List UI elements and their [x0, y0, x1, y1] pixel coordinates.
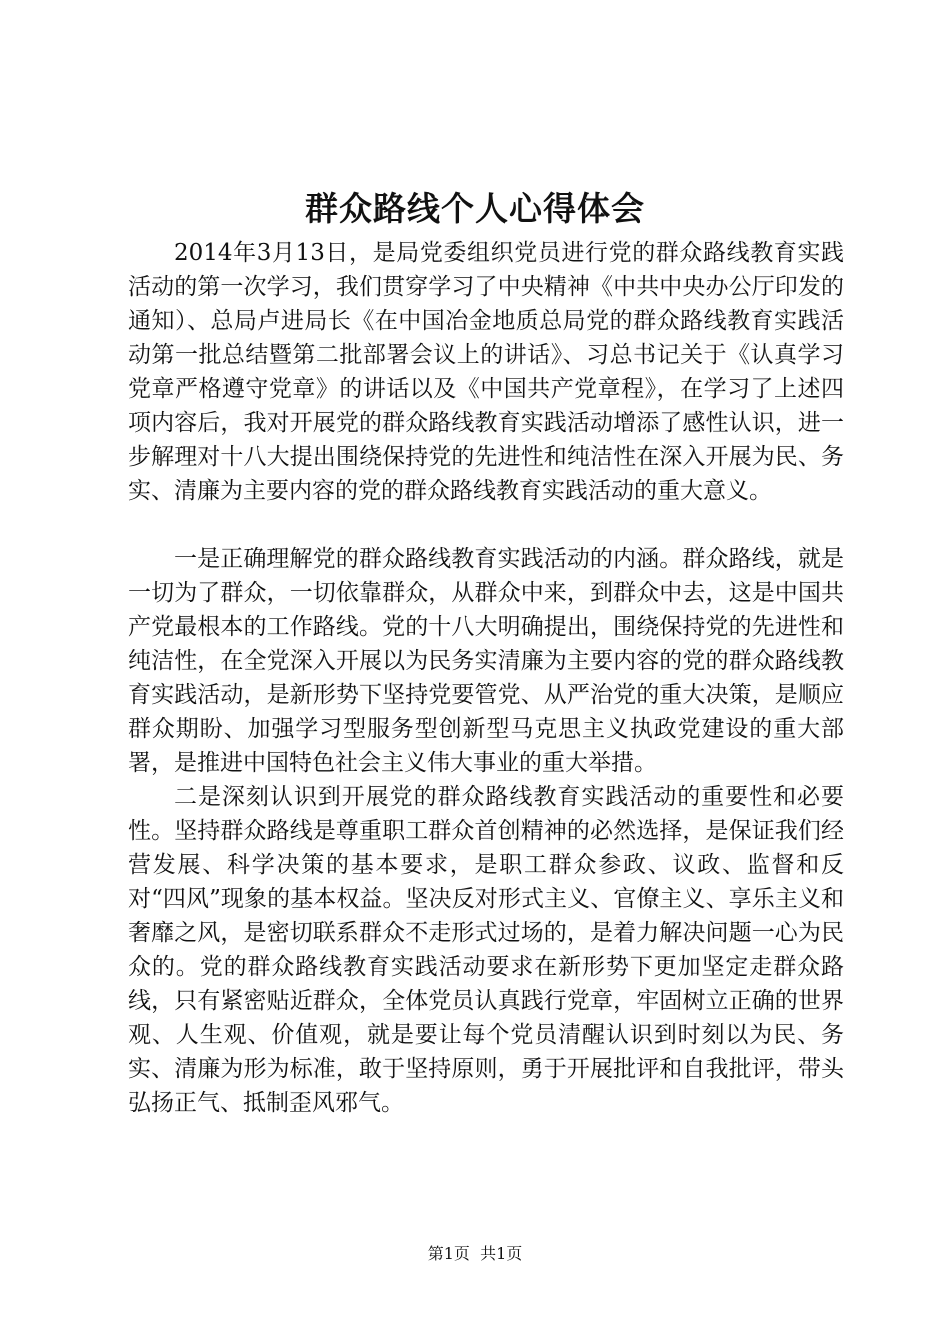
paragraph-intro: 2014年3月13日，是局党委组织党员进行党的群众路线教育实践活动的第一次学习，我们贯穿学习了中央精神《中共中央办公厅印发的通知）、总局卢进局长《在中国冶金地质总局党的群众路线教育实践活动第一批总结暨第二批部署会议上的讲话》、习总书记关于《认真学习党章严格遵守党章》的讲话以及《中国共产党章程》，在学习了上述四项内容后，我对开展党的群众路线教育实践活动增添了感性认识，进一步解理对十八大提出围绕保持党的先进性和纯洁性在深入开展为民、务实、清廉为主要内容的党的群众路线教育实践活动的重大意义。	[128, 240, 844, 504]
paragraph-point-one: 一是正确理解党的群众路线教育实践活动的内涵。群众路线，就是一切为了群众，一切依靠群众，从群众中来，到群众中去，这是中国共产党最根本的工作路线。党的十八大明确提出，围绕保持党的先进性和纯洁性，在全党深入开展以为民务实清廉为主要内容的党的群众路线教育实践活动，是新形势下坚持党要管党、从严治党的重大决策，是顺应群众期盼、加强学习型服务型创新型马克思主义执政党建设的重大部署，是推进中国特色社会主义伟大事业的重大举措。	[128, 546, 844, 776]
page-footer	[0, 1242, 950, 1266]
document-body	[128, 236, 844, 1120]
paragraph-point-two: 二是深刻认识到开展党的群众路线教育实践活动的重要性和必要性。坚持群众路线是尊重职工群众首创精神的必然选择，是保证我们经营发展、科学决策的基本要求，是职工群众参政、议政、监督和反对“四风”现象的基本权益。坚决反对形式主义、官僚主义、享乐主义和奢靡之风，是密切联系群众不走形式过场的，是着力解决问题一心为民众的。党的群众路线教育实践活动要求在新形势下更加坚定走群众路线，只有紧密贴近群众，全体党员认真践行党章，牢固树立正确的世界观、人生观、价值观，就是要让每个党员清醒认识到时刻以为民、务实、清廉为形为标准，敢于坚持原则，勇于开展批评和自我批评，带头弘扬正气、抵制歪风邪气。	[128, 784, 844, 1116]
document-title: 群众路线个人心得体会	[305, 189, 645, 228]
page-number-label: 第1页 共1页	[427, 1244, 523, 1263]
